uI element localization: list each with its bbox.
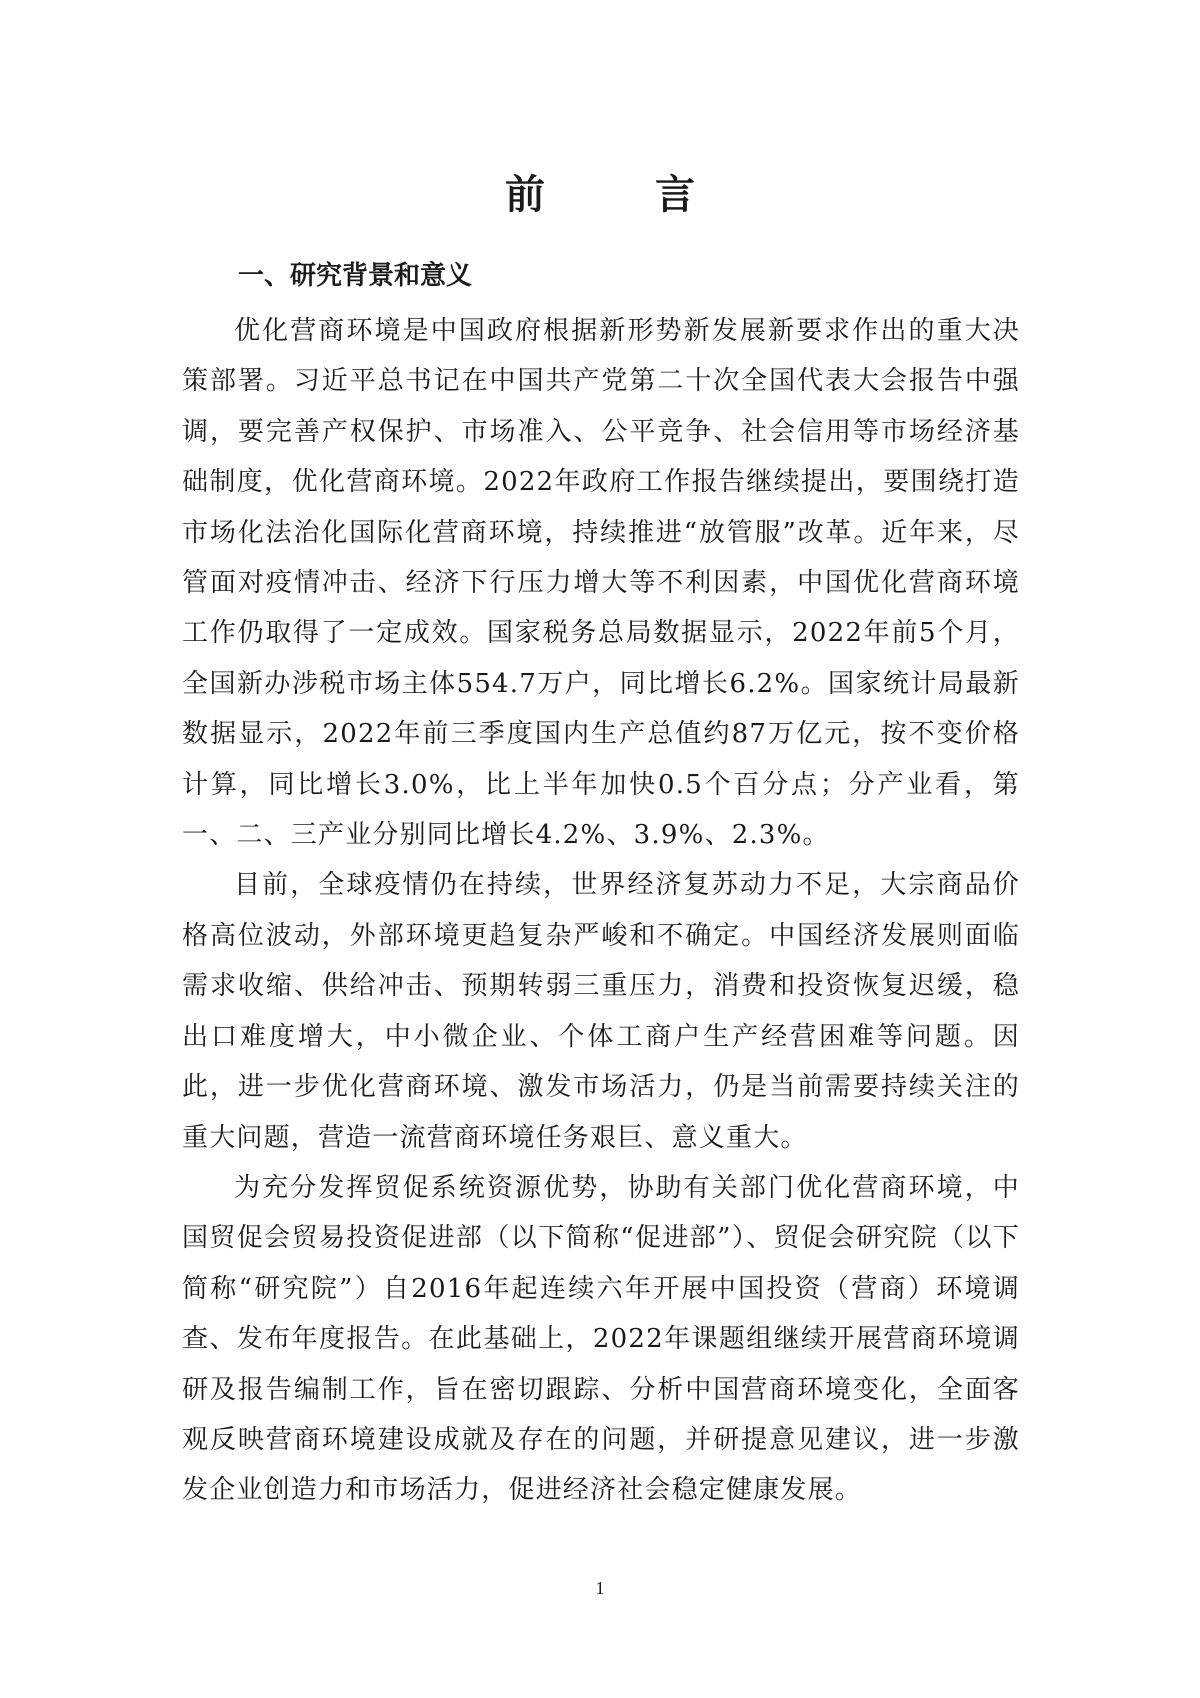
paragraph: 目前，全球疫情仍在持续，世界经济复苏动力不足，大宗商品价格高位波动，外部环境更趋复杂严峻和不确定。中国经济发展则面临需求收缩、供给冲击、预期转弱三重压力，消费和投资恢复迟缓，稳出口难度增大，中小微企业、个体工商户生产经营困难等问题。因此，进一步优化营商环境、激发市场活力，仍是当前需要持续关注的重大问题，营造一流营商环境任务艰巨、意义重大。 — [182, 870, 1020, 1153]
page-title: 前 言 — [505, 170, 743, 218]
paragraph: 为充分发挥贸促系统资源优势，协助有关部门优化营商环境，中国贸促会贸易投资促进部（以下简称“促进部”）、贸促会研究院（以下简称“研究院”）自2016年起连续六年开展中国投资（营商）环境调查、发布年度报告。在此基础上，2022年课题组继续开展营商环境调研及报告编制工作，旨在密切跟踪、分析中国营商环境变化，全面客观反映营商环境建设成就及存在的问题，并研提意见建议，进一步激发企业创造力和市场活力，促进经济社会稳定健康发展。 — [182, 1172, 1020, 1506]
body-text — [182, 306, 1020, 1516]
page-number: 1 — [595, 1578, 605, 1598]
paragraph: 优化营商环境是中国政府根据新形势新发展新要求作出的重大决策部署。习近平总书记在中国共产党第二十次全国代表大会报告中强调，要完善产权保护、市场准入、公平竞争、社会信用等市场经济基础制度，优化营商环境。2022年政府工作报告继续提出，要围绕打造市场化法治化国际化营商环境，持续推进“放管服”改革。近年来，尽管面对疫情冲击、经济下行压力增大等不利因素，中国优化营商环境工作仍取得了一定成效。国家税务总局数据显示，2022年前5个月，全国新办涉税市场主体554.7万户，同比增长6.2%。国家统计局最新数据显示，2022年前三季度国内生产总值约87万亿元，按不变价格计算，同比增长3.0%，比上半年加快0.5个百分点；分产业看，第一、二、三产业分别同比增长4.2%、3.9%、2.3%。 — [182, 316, 1020, 851]
section-heading: 一、研究背景和意义 — [238, 261, 473, 291]
